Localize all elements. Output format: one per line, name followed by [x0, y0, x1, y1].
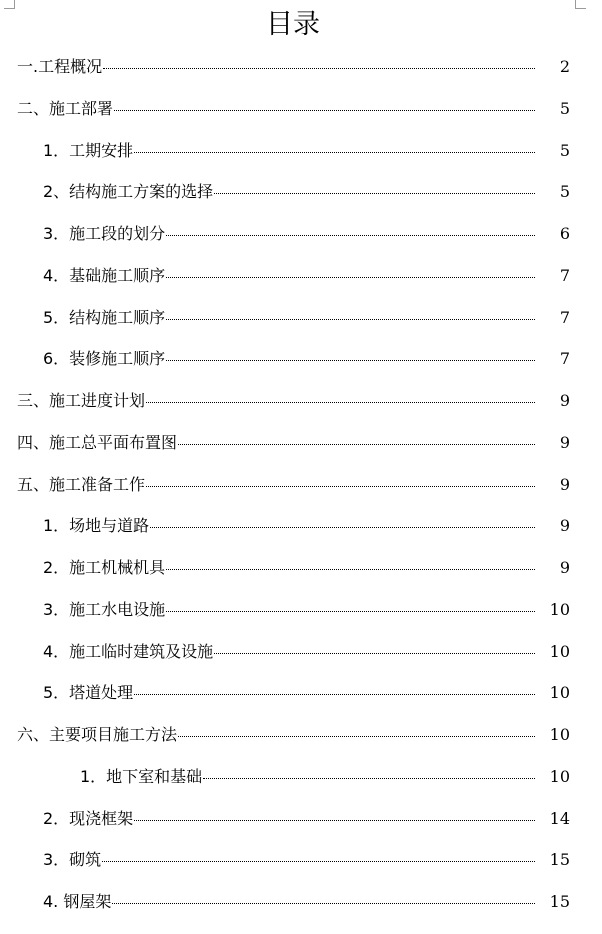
toc-entry[interactable] [0, 464, 602, 506]
toc-entry-text: 4．施工临时建筑及设施 [43, 641, 214, 661]
toc-entry[interactable] [0, 714, 602, 756]
toc-dot-leader [203, 778, 535, 779]
toc-entry[interactable] [0, 297, 602, 339]
toc-entry[interactable] [0, 213, 602, 255]
toc-entry[interactable] [0, 631, 602, 673]
toc-dot-leader [178, 444, 535, 445]
toc-entry-text: 6．装修施工顺序 [43, 349, 166, 369]
toc-page-number: 9 [559, 516, 570, 536]
toc-page-number: 9 [559, 558, 570, 577]
toc-dot-leader [214, 653, 535, 654]
toc-page-number: 7 [559, 307, 570, 327]
toc-page-number: 5 [559, 98, 570, 118]
toc-entry[interactable] [0, 547, 602, 589]
toc-page-number: 10 [549, 599, 570, 619]
toc-page-number: 7 [559, 265, 570, 285]
toc-page-number: 7 [559, 349, 570, 369]
toc-page-number: 10 [549, 641, 570, 661]
toc-entry[interactable] [0, 130, 602, 172]
toc-entry[interactable] [0, 255, 602, 297]
toc-entry-text: 2．现浇框架 [43, 808, 134, 828]
toc-entry-text: 1．工期安排 [43, 140, 134, 160]
toc-dot-leader [150, 527, 535, 528]
toc-page-number: 9 [559, 474, 570, 494]
toc-entry-text: 3．施工段的划分 [43, 224, 166, 243]
toc-dot-leader [166, 569, 535, 570]
toc-entry[interactable] [0, 380, 602, 422]
toc-entry[interactable] [0, 171, 602, 213]
toc-entry[interactable] [0, 839, 602, 881]
toc-page-number: 10 [549, 725, 570, 744]
toc-entry-text: 5．塔道处理 [43, 683, 134, 703]
toc-dot-leader [112, 903, 535, 904]
toc-entry-text: 三、施工进度计划 [17, 391, 146, 410]
toc-page-number: 6 [559, 224, 570, 243]
toc-page-number: 15 [549, 850, 570, 870]
toc-entry-text: 4. 钢屋架 [43, 892, 112, 911]
toc-entry-text: 1．地下室和基础 [80, 766, 203, 786]
toc-entry-text: 4．基础施工顺序 [43, 265, 166, 285]
toc-page-number: 9 [559, 432, 570, 452]
toc-title: 目录 [266, 9, 320, 40]
toc-page-number: 5 [559, 182, 570, 202]
toc-page-number: 9 [559, 391, 570, 410]
toc-entry-text: 四、施工总平面布置图 [17, 432, 178, 452]
toc-entry[interactable] [0, 46, 602, 88]
toc-entry[interactable] [0, 505, 602, 547]
toc-dot-leader [166, 277, 535, 278]
toc-dot-leader [103, 68, 535, 69]
toc-dot-leader [114, 110, 535, 111]
toc-page-number: 2 [559, 57, 570, 76]
toc-entry-text: 2、结构施工方案的选择 [43, 182, 214, 202]
toc-dot-leader [214, 193, 535, 194]
toc-page-number: 10 [549, 683, 570, 703]
toc-dot-leader [166, 611, 535, 612]
toc-dot-leader [166, 319, 535, 320]
toc-entry[interactable] [0, 672, 602, 714]
toc-page-number: 14 [549, 808, 570, 828]
toc-dot-leader [134, 152, 535, 153]
toc-dot-leader [146, 486, 535, 487]
toc-entry[interactable] [0, 88, 602, 130]
toc-entry-text: 2．施工机械机具 [43, 558, 166, 577]
toc-dot-leader [134, 694, 535, 695]
toc-entry[interactable] [0, 589, 602, 631]
toc-dot-leader [102, 861, 535, 862]
toc-entry-text: 3．施工水电设施 [43, 599, 166, 619]
toc-page-number: 5 [559, 140, 570, 160]
toc-page-number: 10 [549, 766, 570, 786]
toc-dot-leader [166, 235, 535, 236]
toc-entry-text: 六、主要项目施工方法 [17, 725, 178, 744]
toc-entry[interactable] [0, 756, 602, 798]
toc-dot-leader [178, 736, 535, 737]
toc-entry[interactable] [0, 881, 602, 923]
toc-entry-text: 二、施工部署 [17, 98, 114, 118]
toc-entry-text: 一.工程概况 [17, 57, 103, 76]
toc-entry[interactable] [0, 422, 602, 464]
toc-entry[interactable] [0, 338, 602, 380]
toc-dot-leader [166, 360, 535, 361]
toc-dot-leader [134, 820, 535, 821]
toc-page-number: 15 [549, 892, 570, 911]
toc-list [0, 46, 602, 923]
toc-dot-leader [146, 402, 535, 403]
toc-entry-text: 1．场地与道路 [43, 516, 150, 536]
toc-entry-text: 5．结构施工顺序 [43, 307, 166, 327]
toc-entry-text: 五、施工准备工作 [17, 474, 146, 494]
toc-entry[interactable] [0, 798, 602, 840]
toc-entry-text: 3．砌筑 [43, 850, 102, 870]
